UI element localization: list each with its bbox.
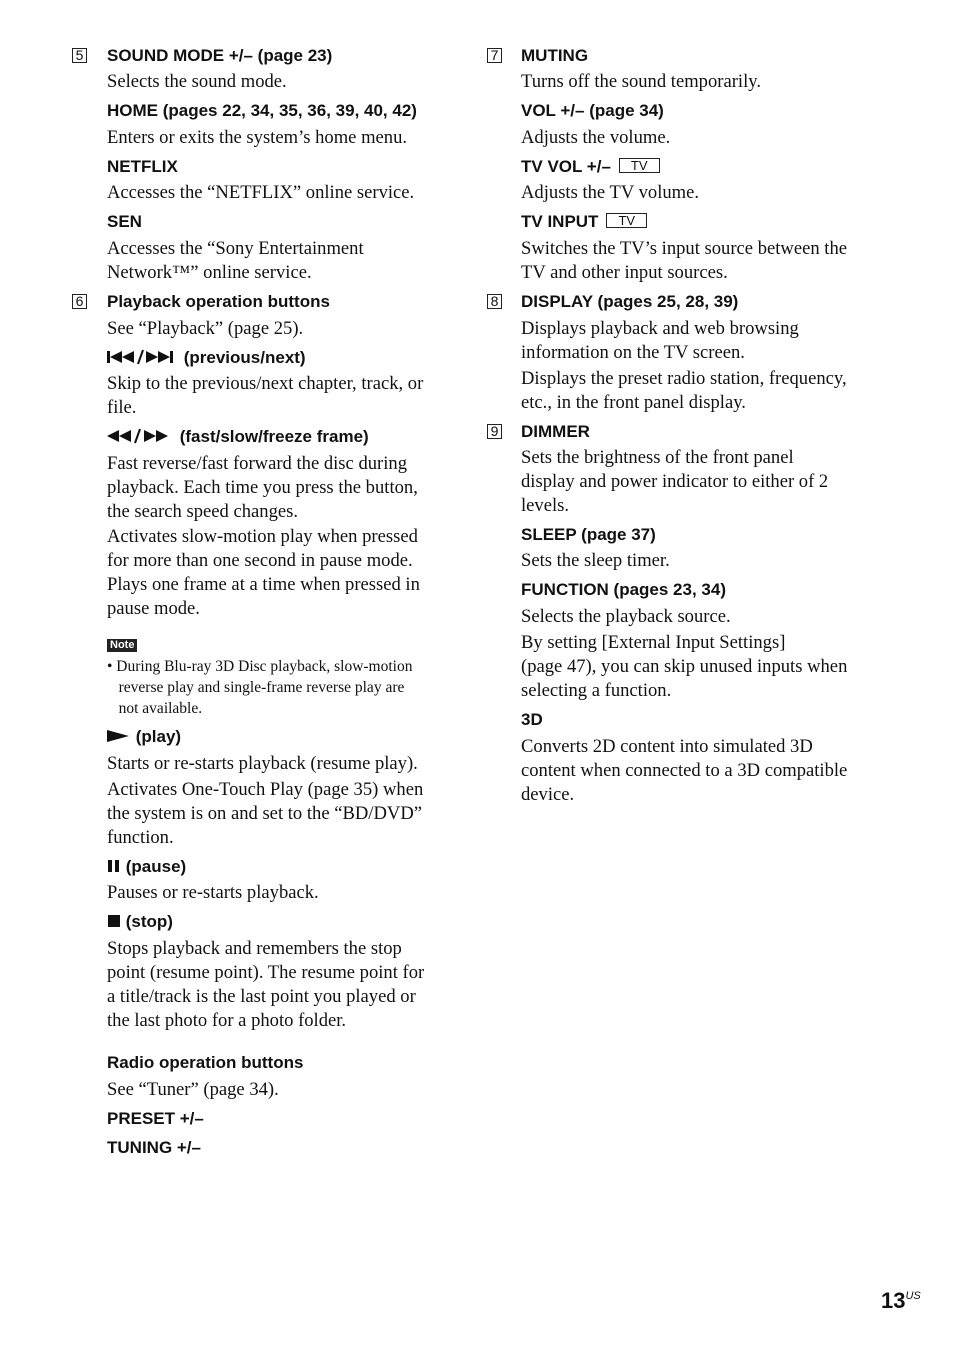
desc-function-2: By setting [External Input Settings] (page 47), you can skip unused inputs when selecting a function. — [521, 632, 848, 701]
desc-fast-slow-1: Fast reverse/fast forward the disc during playback. Each time you press the button, the search speed changes. — [107, 453, 418, 522]
heading-play — [107, 727, 181, 748]
fast-slow-label: (fast/slow/freeze frame) — [179, 427, 369, 446]
heading-tuning: TUNING +/– — [107, 1138, 201, 1157]
desc-play-1: Starts or re-starts playback (resume play). — [107, 753, 418, 774]
desc-3d: Converts 2D content into simulated 3D content when connected to a 3D compatible device. — [521, 736, 848, 805]
desc-play-2: Activates One-Touch Play (page 35) when the system is on and set to the “BD/DVD” function. — [107, 779, 424, 848]
desc-tv-vol: Adjusts the TV volume. — [521, 182, 700, 203]
stop-label: (stop) — [125, 912, 173, 931]
heading-stop — [107, 912, 173, 933]
desc-display-2: Displays the preset radio station, frequency, etc., in the front panel display. — [521, 368, 847, 413]
heading-vol: VOL +/– (page 34) — [521, 101, 664, 120]
heading-sound-mode: SOUND MODE +/– (page 23) — [107, 46, 333, 65]
desc-muting: Turns off the sound temporarily. — [521, 71, 761, 92]
tv-tag-badge: TV — [606, 213, 647, 228]
heading-display: DISPLAY (pages 25, 28, 39) — [521, 292, 739, 311]
stop-icon — [107, 913, 121, 933]
heading-home: HOME (pages 22, 34, 35, 36, 39, 40, 42) — [107, 101, 417, 120]
previous-next-icon — [107, 349, 179, 370]
heading-fast-slow — [107, 427, 369, 449]
section-number-7: 7 — [487, 48, 502, 63]
heading-sleep: SLEEP (page 37) — [521, 525, 656, 544]
page-number — [881, 1283, 921, 1314]
desc-radio-buttons: See “Tuner” (page 34). — [107, 1079, 279, 1100]
page-number-value: 13 — [881, 1288, 906, 1313]
heading-pause — [107, 857, 186, 878]
heading-netflix: NETFLIX — [107, 157, 178, 176]
play-icon — [107, 728, 131, 748]
desc-pause: Pauses or re-starts playback. — [107, 882, 319, 903]
desc-sen: Accesses the “Sony Entertainment Network™” online service. — [107, 238, 364, 283]
desc-dimmer: Sets the brightness of the front panel display and power indicator to either of 2 levels. — [521, 447, 829, 516]
heading-dimmer: DIMMER — [521, 422, 590, 441]
desc-stop: Stops playback and remembers the stop point (resume point). The resume point for a title/track is the last point you played or the last photo for a photo folder. — [107, 938, 425, 1031]
desc-playback-buttons: See “Playback” (page 25). — [107, 318, 304, 339]
heading-3d: 3D — [521, 710, 543, 729]
heading-playback-buttons: Playback operation buttons — [107, 292, 330, 311]
desc-display-1: Displays playback and web browsing information on the TV screen. — [521, 318, 799, 363]
desc-tv-input: Switches the TV’s input source between the TV and other input sources. — [521, 238, 848, 283]
rewind-forward-icon — [107, 428, 175, 449]
page-number-suffix: US — [905, 1290, 921, 1302]
previous-next-label: (previous/next) — [183, 348, 306, 367]
section-number-6: 6 — [72, 294, 87, 309]
desc-vol: Adjusts the volume. — [521, 127, 671, 148]
desc-home: Enters or exits the system’s home menu. — [107, 127, 408, 148]
section-number-9: 9 — [487, 424, 502, 439]
pause-label: (pause) — [125, 857, 187, 876]
heading-previous-next — [107, 348, 306, 370]
desc-fast-slow-2: Activates slow-motion play when pressed for more than one second in pause mode. Plays one frame at a time when pressed in pause mode. — [107, 526, 420, 619]
play-label: (play) — [135, 727, 182, 746]
heading-tv-vol — [521, 157, 660, 177]
tv-input-label: TV INPUT — [521, 212, 599, 231]
heading-muting: MUTING — [521, 46, 589, 65]
pause-icon — [107, 858, 121, 878]
heading-preset: PRESET +/– — [107, 1109, 204, 1128]
desc-function-1: Selects the playback source. — [521, 606, 731, 627]
tv-tag-badge: TV — [619, 158, 660, 173]
desc-previous-next: Skip to the previous/next chapter, track, or file. — [107, 373, 424, 418]
desc-sleep: Sets the sleep timer. — [521, 550, 670, 571]
heading-tv-input — [521, 212, 647, 232]
heading-function: FUNCTION (pages 23, 34) — [521, 580, 726, 599]
tv-vol-label: TV VOL +/– — [521, 157, 611, 176]
note-badge: Note — [107, 639, 137, 652]
section-number-8: 8 — [487, 294, 502, 309]
desc-sound-mode: Selects the sound mode. — [107, 71, 287, 92]
heading-radio-buttons: Radio operation buttons — [107, 1053, 304, 1072]
heading-sen: SEN — [107, 212, 142, 231]
desc-netflix: Accesses the “NETFLIX” online service. — [107, 182, 415, 203]
note-text: • During Blu-ray 3D Disc playback, slow-motion reverse play and single-frame reverse play are not available. — [107, 658, 413, 717]
section-number-5: 5 — [72, 48, 87, 63]
